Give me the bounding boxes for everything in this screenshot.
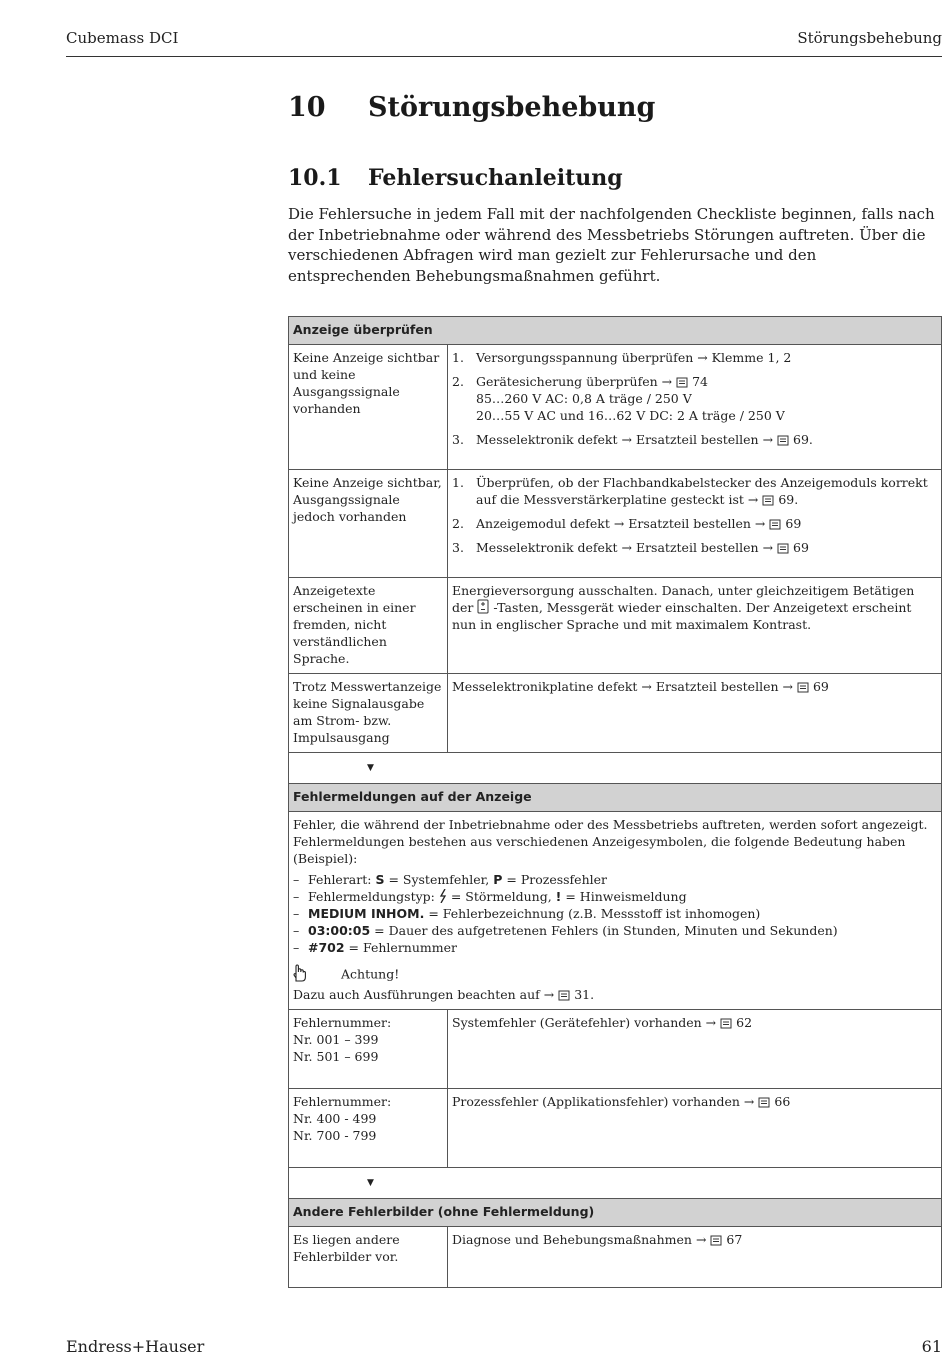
list-item: – MEDIUM INHOM. = Fehlerbezeichnung (z.B. Messstoff ist inhomogen) (293, 906, 761, 921)
table-row (289, 812, 942, 1010)
error-info-text: Fehler, die während der Inbetriebnahme oder des Messbetriebs auftreten, werden sofort angezeigt. Fehlermeldungen bestehen aus verschiedenen Anzeigesymbolen, die folgende Bedeutung haben (Beispiel): (293, 817, 928, 866)
header-section-name: Störungsbehebung (797, 29, 942, 47)
remedy-cell: Energieversorgung ausschalten. Danach, unter gleichzeitigem Betätigen der -Tasten, Messgerät wieder einschalten. Der Anzeigetext erscheint nun in englischer Sprache und mit maximalem Kontrast. (448, 578, 942, 674)
page-ref-icon (769, 516, 781, 531)
symptom-cell: Anzeigetexte erscheinen in einer fremden, nicht verständlichen Sprache. (289, 578, 448, 674)
hand-caution-icon (293, 964, 341, 986)
list-item: 2. Gerätesicherung überprüfen → 74 85…260 V AC: 0,8 A träge / 250 V 20…55 V AC und 16…62 V DC: 2 A träge / 250 V (452, 374, 785, 423)
header-rule (66, 56, 942, 57)
list-item: 1. Versorgungsspannung überprüfen → Klemme 1, 2 (452, 350, 792, 365)
page-ref-icon (797, 679, 809, 694)
remedy-cell (448, 345, 942, 470)
remedy-cell: Messelektronikplatine defekt → Ersatzteil bestellen → 69 (448, 674, 942, 753)
symptom-cell: Trotz Messwertanzeige keine Signalausgabe am Strom- bzw. Impulsausgang (289, 674, 448, 753)
list-item: 3. Messelektronik defekt → Ersatzteil bestellen → 69 (452, 540, 809, 555)
list-item: 3. Messelektronik defekt → Ersatzteil bestellen → 69. (452, 432, 813, 447)
troubleshooting-table (288, 316, 942, 1288)
chapter-number: 10 (288, 92, 326, 123)
chapter-title: Störungsbehebung (368, 92, 656, 123)
page-ref-icon (762, 492, 774, 507)
page-ref-icon (720, 1015, 732, 1030)
symptom-cell: Keine Anzeige sichtbar und keine Ausgangssignale vorhanden (289, 345, 448, 470)
table-row (289, 1089, 942, 1168)
table-row (289, 674, 942, 753)
list-item: – #702 = Fehlernummer (293, 940, 457, 955)
plus-minus-key-icon (477, 600, 489, 615)
section-header-andere-fehlerbilder: Andere Fehlerbilder (ohne Fehlermeldung) (289, 1199, 942, 1227)
table-row (289, 1010, 942, 1089)
header-product-name: Cubemass DCI (66, 29, 179, 47)
section-number: 10.1 (288, 165, 342, 191)
arrow-down-icon: ▼ (367, 1178, 374, 1188)
page-ref-icon (558, 987, 570, 1002)
list-item: – Fehlerart: S = Systemfehler, P = Prozessfehler (293, 872, 607, 887)
footer-company: Endress+Hauser (66, 1337, 205, 1356)
table-row (289, 345, 942, 470)
intro-paragraph: Die Fehlersuche in jedem Fall mit der nachfolgenden Checkliste beginnen, falls nach der Inbetriebnahme oder während des Messbetriebs Störungen auftreten. Über die verschiedenen Abfragen wird man gezielt zur Fehlerursache und den entsprechenden Behebungsmaßnahmen geführt. (288, 205, 935, 285)
lightning-icon (439, 889, 447, 904)
symptom-cell: Keine Anzeige sichtbar, Ausgangssignale jedoch vorhanden (289, 470, 448, 578)
table-row (289, 578, 942, 674)
remedy-cell: Diagnose und Behebungsmaßnahmen → 67 (448, 1227, 942, 1288)
page-ref-icon (710, 1232, 722, 1247)
page-ref-icon (777, 540, 789, 555)
section-header-fehlermeldungen: Fehlermeldungen auf der Anzeige (289, 784, 942, 812)
chapter-heading (288, 92, 655, 123)
error-number-cell: Fehlernummer: Nr. 001 – 399 Nr. 501 – 699 (289, 1010, 448, 1089)
remedy-cell: Prozessfehler (Applikationsfehler) vorhanden → 66 (448, 1089, 942, 1168)
error-number-cell: Fehlernummer: Nr. 400 - 499 Nr. 700 - 799 (289, 1089, 448, 1168)
list-item: 1. Überprüfen, ob der Flachbandkabelstecker des Anzeigemoduls korrekt auf die Messverstärkerplatine gesteckt ist → 69. (452, 475, 928, 507)
page-ref-icon (758, 1094, 770, 1109)
flow-arrow (289, 753, 942, 784)
remedy-cell: Systemfehler (Gerätefehler) vorhanden → 62 (448, 1010, 942, 1089)
symbol-legend (293, 871, 937, 956)
page-ref-icon (777, 432, 789, 447)
caution-note: Achtung! Dazu auch Ausführungen beachten auf → 31. (293, 964, 937, 1003)
error-info-cell (289, 812, 942, 1010)
list-item: – Fehlermeldungstyp: = Störmeldung, ! = Hinweismeldung (293, 889, 687, 904)
arrow-down-icon: ▼ (367, 763, 374, 773)
section-header-anzeige: Anzeige überprüfen (289, 317, 942, 345)
section-heading (288, 165, 623, 191)
symptom-cell: Es liegen andere Fehlerbilder vor. (289, 1227, 448, 1288)
table-row (289, 470, 942, 578)
remedy-cell (448, 470, 942, 578)
flow-arrow (289, 1168, 942, 1199)
caution-title: Achtung! (341, 966, 400, 982)
footer-page-number: 61 (921, 1337, 942, 1356)
table-row (289, 1227, 942, 1288)
list-item: 2. Anzeigemodul defekt → Ersatzteil bestellen → 69 (452, 516, 802, 531)
page-ref-icon (676, 374, 688, 389)
list-item: – 03:00:05 = Dauer des aufgetretenen Fehlers (in Stunden, Minuten und Sekunden) (293, 923, 838, 938)
section-title: Fehlersuchanleitung (368, 165, 623, 191)
